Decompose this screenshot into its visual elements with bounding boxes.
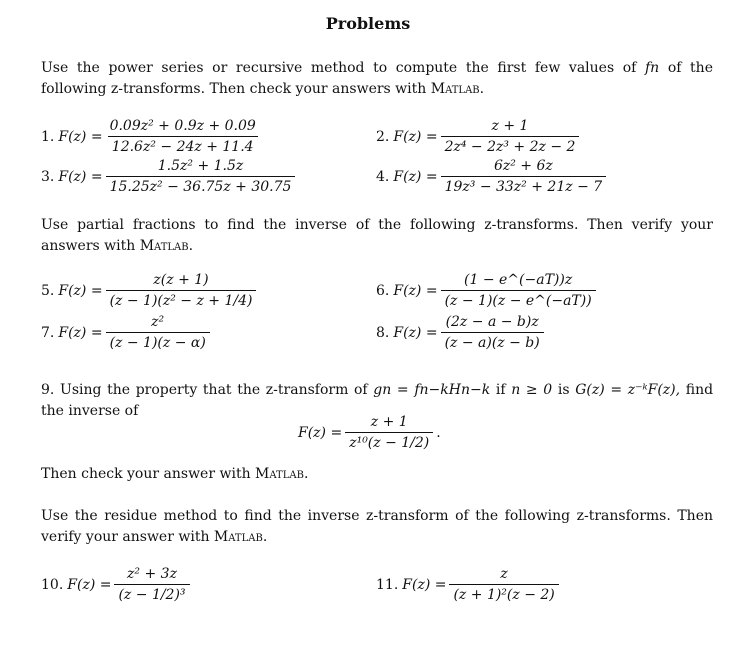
numerator: z + 1 — [370, 414, 408, 430]
denominator: 19z³ − 33z² + 21z − 7 — [441, 176, 607, 195]
denominator: (z − a)(z − b) — [441, 332, 544, 351]
denominator: (z − 1)(z − e^(−aT)) — [441, 290, 596, 309]
intro-power-series — [41, 58, 713, 100]
problem9-expr1: gn = fn−kHn−k — [373, 382, 491, 398]
fraction — [441, 158, 607, 195]
numerator: (2z − a − b)z — [445, 314, 539, 330]
fraction — [106, 272, 257, 309]
problem9-check-matlab: Matlab — [255, 466, 304, 482]
numerator: z² — [151, 314, 165, 330]
problem-6 — [376, 272, 599, 309]
numerator: z² + 3z — [127, 566, 177, 582]
fraction — [106, 118, 260, 155]
problem-lhs: F(z) = — [67, 576, 112, 593]
problem9-text-c: is — [557, 382, 570, 398]
problem9-check-end: . — [303, 466, 309, 482]
fraction — [449, 566, 558, 603]
problem9-expr3: G(z) = z⁻ᵏF(z), — [575, 382, 681, 398]
problem-8 — [376, 314, 547, 351]
denominator: 2z⁴ − 2z³ + 2z − 2 — [441, 136, 580, 155]
problem-lhs: F(z) = — [58, 282, 103, 299]
problem-lhs: F(z) = — [393, 128, 438, 145]
problem-label: 5. — [41, 282, 55, 299]
problem9-text-a: Using the property that the z-transform of — [60, 382, 368, 398]
problem-label: 2. — [376, 128, 390, 145]
intro1-text-b: of the following z-transforms. Then check your answers with — [41, 60, 713, 97]
fraction — [441, 118, 580, 155]
problem-lhs: F(z) = — [298, 424, 343, 441]
problem-lhs: F(z) = — [58, 128, 103, 145]
problem-10 — [41, 566, 193, 603]
problem-2 — [376, 118, 582, 155]
intro3-matlab: Matlab — [213, 529, 263, 545]
problem-lhs: F(z) = — [393, 282, 438, 299]
intro-residue — [41, 506, 713, 548]
intro1-matlab: Matlab — [430, 81, 480, 97]
denominator: z¹⁰(z − 1/2) — [345, 432, 433, 451]
problem-1 — [41, 118, 263, 155]
denominator: (z − 1/2)³ — [114, 584, 189, 603]
problem9-expr2: n ≥ 0 — [511, 382, 553, 398]
numerator: (1 − e^(−aT))z — [464, 272, 573, 288]
numerator: 1.5z² + 1.5z — [157, 158, 244, 174]
denominator: (z + 1)²(z − 2) — [449, 584, 558, 603]
problem-3 — [41, 158, 298, 195]
problem-5 — [41, 272, 259, 309]
intro2-end: . — [188, 238, 194, 254]
fraction — [106, 158, 296, 195]
numerator: z(z + 1) — [153, 272, 209, 288]
problem-label: 7. — [41, 324, 55, 341]
problem-label: 11. — [376, 576, 399, 593]
intro1-end: . — [479, 81, 485, 97]
problem-label: 1. — [41, 128, 55, 145]
intro1-text-a: Use the power series or recursive method to compute the first few values of — [41, 60, 637, 76]
intro2-matlab: Matlab — [139, 238, 189, 254]
intro2-text: Use partial fractions to find the inverse of the following z-transforms. Then verify your answers with — [41, 217, 713, 254]
fraction — [345, 414, 433, 451]
fraction — [441, 314, 544, 351]
problem9-check-a: Then check your answer with — [41, 466, 251, 482]
problem-label: 8. — [376, 324, 390, 341]
problem-label: 6. — [376, 282, 390, 299]
problem-label: 10. — [41, 576, 64, 593]
intro3-end: . — [262, 529, 268, 545]
problem-7 — [41, 314, 213, 351]
denominator: (z − 1)(z² − z + 1/4) — [106, 290, 257, 309]
problem-9-equation — [298, 414, 441, 451]
problem9-text-b: if — [495, 382, 506, 398]
intro3-text: Use the residue method to find the inverse z-transform of the following z-transforms. Then verify your answer with — [41, 508, 713, 545]
numerator: z + 1 — [491, 118, 529, 134]
fraction — [106, 314, 210, 351]
intro1-fn: fn — [645, 60, 660, 76]
fraction — [114, 566, 189, 603]
problem-label: 4. — [376, 168, 390, 185]
problem-9-check — [41, 466, 308, 482]
numerator: 0.09z² + 0.9z + 0.09 — [109, 118, 256, 134]
problem-label: 3. — [41, 168, 55, 185]
numerator: 6z² + 6z — [493, 158, 553, 174]
problem-11 — [376, 566, 562, 603]
numerator: z — [500, 566, 508, 582]
problem-lhs: F(z) = — [58, 168, 103, 185]
problem-lhs: F(z) = — [402, 576, 447, 593]
denominator: 15.25z² − 36.75z + 30.75 — [106, 176, 296, 195]
intro-partial-fractions — [41, 215, 713, 257]
fraction — [441, 272, 596, 309]
page-title: Problems — [325, 14, 411, 33]
problem9-text-d: find the inverse of — [41, 382, 714, 419]
problem9-tail: . — [436, 424, 441, 441]
problem-4 — [376, 158, 609, 195]
problem-lhs: F(z) = — [393, 324, 438, 341]
denominator: 12.6z² − 24z + 11.4 — [108, 136, 258, 155]
problem9-label: 9. — [41, 382, 55, 398]
denominator: (z − 1)(z − α) — [106, 332, 210, 351]
problem-lhs: F(z) = — [393, 168, 438, 185]
problem-lhs: F(z) = — [58, 324, 103, 341]
